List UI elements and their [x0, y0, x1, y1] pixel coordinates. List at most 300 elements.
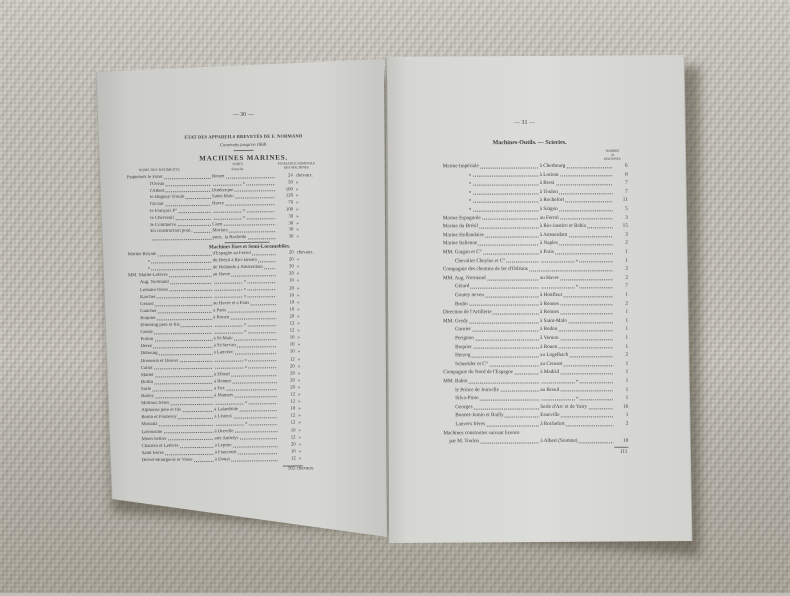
place-cell	[540, 189, 614, 196]
place-cell	[540, 438, 614, 445]
row-name: Karcher	[140, 294, 156, 300]
dot-leader	[566, 425, 614, 427]
row-name: »	[468, 188, 472, 195]
row-port: à Douai	[214, 457, 230, 463]
dot-leader	[469, 304, 539, 306]
total-count: 111	[619, 448, 628, 455]
power-unit: »	[297, 314, 300, 320]
dot-leader	[560, 339, 614, 341]
row-name: Barley	[141, 393, 154, 400]
row-place: »	[575, 377, 579, 384]
machine-count: 1	[625, 257, 628, 264]
machine-count: 8	[625, 171, 628, 178]
row-name: Gaucher	[140, 308, 157, 314]
place-cell	[540, 214, 614, 221]
table-row	[443, 292, 628, 299]
dot-leader	[469, 322, 539, 324]
power-unit: »	[296, 207, 299, 213]
dot-leader	[514, 373, 539, 375]
name-cell	[443, 292, 540, 299]
row-port: »	[244, 329, 247, 335]
row-port: »	[242, 207, 246, 214]
power-value: 30	[288, 221, 294, 227]
row-place: à Naples	[539, 240, 558, 247]
row-port: à Lepino	[214, 442, 232, 449]
row-port: au Havre	[212, 272, 231, 278]
table-row	[443, 395, 628, 402]
dot-leader	[473, 347, 539, 349]
row-port: à St-Malo	[213, 336, 233, 342]
row-port: à Lalanthide	[214, 407, 239, 413]
row-port: à Rouen	[213, 315, 230, 321]
power-value: 10	[289, 335, 295, 341]
machine-count: 1	[625, 308, 629, 315]
power-value: 20	[289, 285, 295, 292]
machine-count: 1	[625, 412, 629, 419]
row-port: »	[243, 293, 247, 299]
name-cell	[443, 266, 614, 273]
row-name: Marine Royale	[127, 251, 157, 258]
dot-leader	[560, 175, 613, 177]
column-header-power-line: PUISSANCE NOMINALE	[277, 160, 316, 166]
name-cell	[443, 206, 540, 213]
dot-leader	[472, 201, 538, 203]
dot-leader	[487, 279, 539, 281]
dot-leader	[560, 304, 613, 306]
row-name: Gosde	[140, 330, 153, 336]
column-header-port-line: PORTS	[232, 162, 243, 167]
table-row	[443, 412, 628, 419]
row-port: à Paris	[213, 307, 227, 314]
row-name: Monaliz	[141, 422, 158, 428]
row-place: à Rochefort	[539, 197, 565, 204]
row-name: Dosseron et Désoer	[140, 358, 179, 364]
dot-leader	[579, 261, 613, 263]
table-row	[443, 223, 628, 230]
row-name: Boquier	[455, 343, 472, 350]
dot-leader	[470, 287, 539, 289]
column-header-count-line: MACHINES.	[603, 156, 622, 161]
row-name: l'Albert	[149, 188, 165, 194]
dot-leader	[579, 442, 614, 444]
power-unit: »	[298, 427, 301, 433]
row-place: à Rennes	[540, 309, 559, 316]
dot-leader	[483, 253, 539, 255]
power-value: 10	[289, 300, 295, 306]
row-name: Bodin	[455, 300, 468, 307]
power-value: 30	[288, 234, 294, 240]
power-unit: »	[296, 214, 299, 220]
name-cell	[443, 240, 540, 247]
row-place: à Redon	[540, 326, 558, 333]
power-value: 12	[289, 321, 295, 327]
row-port: Rouen	[211, 174, 225, 180]
row-name: Direction de l'Artillerie	[443, 309, 492, 316]
power-unit: »	[298, 406, 301, 412]
power-unit: »	[298, 392, 301, 398]
row-name: Aug. Normand	[139, 280, 169, 286]
place-cell	[540, 163, 614, 170]
power-value: 12	[290, 456, 296, 462]
machine-count: 2	[625, 265, 628, 272]
power-unit: »	[296, 257, 300, 263]
table-row	[443, 171, 628, 178]
place-cell	[540, 326, 614, 333]
dot-leader	[485, 236, 539, 238]
dot-leader	[480, 442, 539, 444]
page-subtitle: Construits jusqu'en 1868.	[219, 141, 268, 147]
row-port: »	[245, 421, 248, 427]
dot-leader	[480, 399, 540, 401]
power-unit: »	[297, 307, 300, 313]
dot-leader	[475, 339, 539, 341]
power-unit: »	[296, 271, 300, 277]
power-unit: »	[297, 328, 300, 334]
row-place: à Lorient	[539, 171, 559, 178]
machine-count: 7	[625, 179, 628, 186]
dot-leader	[555, 253, 613, 255]
row-name: Marine Hollandaise	[442, 231, 484, 239]
row-name: Boquier	[140, 315, 156, 321]
place-cell	[540, 171, 614, 178]
table-row	[443, 361, 628, 368]
power-value: 30	[288, 227, 294, 233]
row-name: le Duguay-Trouin	[150, 195, 185, 201]
table-row	[443, 249, 628, 256]
machine-count: 1	[625, 334, 629, 341]
dot-leader	[564, 364, 614, 366]
name-cell	[443, 318, 540, 325]
place-cell	[540, 361, 614, 368]
row-name: MM. Gesdy	[443, 317, 469, 325]
machine-count: 2	[625, 300, 629, 307]
power-value: 70	[288, 200, 294, 206]
dot-leader	[558, 347, 613, 349]
row-name: Silva-Pinto	[455, 395, 479, 402]
row-name: MM. Aug. Normand	[442, 274, 486, 282]
machine-count: 10	[623, 437, 629, 444]
dot-leader	[489, 365, 539, 367]
row-name: Garnier	[455, 326, 471, 333]
power-unit: »	[296, 278, 300, 284]
machine-count: 1	[625, 386, 629, 393]
name-cell	[443, 335, 540, 342]
row-name: Gérard	[140, 301, 154, 307]
dot-leader	[560, 218, 613, 220]
row-place: à Rio-Janeiro et Bahia	[539, 223, 587, 230]
machine-count: 15	[622, 222, 628, 229]
row-name: l'Océan	[149, 181, 165, 187]
column-header-count-line: de	[611, 152, 615, 157]
dot-leader	[468, 382, 539, 384]
row-name: Elmering père et fils	[140, 322, 180, 329]
dot-leader	[565, 201, 613, 203]
row-port: »	[243, 214, 246, 220]
row-place: au Breuil	[540, 386, 560, 393]
machine-count: 2	[625, 274, 628, 281]
row-name: Marine du Brésil	[442, 223, 478, 230]
row-place: Esneville	[540, 412, 560, 419]
place-cell	[540, 335, 614, 342]
row-place: à Rochefort	[540, 420, 565, 427]
power-value: 24	[287, 173, 293, 179]
row-name: En construction pour..	[150, 228, 193, 235]
column-header-port-line: d'attache.	[231, 166, 245, 171]
table-row	[443, 240, 628, 247]
power-value: 100	[285, 207, 294, 213]
place-cell	[540, 275, 614, 282]
table-row	[443, 352, 628, 359]
power-unit: »	[296, 221, 299, 227]
row-name: Georges	[455, 403, 473, 411]
row-place: »	[575, 257, 579, 264]
row-place: »	[575, 395, 579, 402]
row-name: Larrousine	[141, 429, 163, 435]
place-cell	[540, 318, 614, 325]
name-cell	[443, 438, 540, 445]
power-value: 12	[290, 420, 296, 426]
power-unit: »	[298, 413, 301, 419]
name-cell	[443, 189, 540, 196]
dot-leader	[485, 296, 539, 298]
dot-leader	[561, 416, 614, 418]
machine-count: 3	[625, 231, 628, 238]
table-row	[443, 378, 628, 385]
power-value: 20	[289, 364, 295, 370]
place-cell	[540, 421, 614, 428]
dot-leader	[486, 425, 539, 427]
power-unit: chevaux.	[295, 173, 314, 179]
dot-leader	[559, 244, 613, 246]
row-port: »	[244, 364, 248, 370]
row-name: Chauvin et Lefèvre	[141, 443, 179, 449]
dot-leader	[472, 175, 538, 177]
row-place: à Rennes	[540, 300, 559, 307]
row-port: à Fiancourt	[214, 449, 237, 456]
row-port: à Mamers	[214, 393, 234, 399]
row-name: l'Éclair	[150, 202, 164, 208]
row-place: à Paris	[539, 248, 554, 255]
table-row	[443, 369, 628, 376]
row-name: Alphonse père et fils	[141, 407, 182, 414]
row-name: »	[147, 259, 151, 265]
machine-count: 1	[625, 377, 629, 384]
dot-leader	[529, 270, 613, 272]
dot-leader	[566, 167, 612, 169]
row-port: au Havre et à Paris	[213, 300, 250, 307]
row-name: Lanvers frères	[455, 421, 486, 428]
row-port: à Rennes	[213, 378, 232, 385]
power-unit: »	[296, 264, 300, 270]
name-cell	[443, 412, 540, 419]
row-name: Gérard	[454, 283, 470, 290]
table-row	[443, 335, 628, 342]
row-place: à Toulon	[539, 188, 558, 195]
name-cell	[443, 429, 628, 436]
row-name: Machines construites suivant licence	[443, 429, 520, 436]
machine-count: 2	[625, 420, 629, 427]
table-row	[443, 386, 628, 393]
dot-leader	[506, 261, 539, 263]
place-cell	[540, 240, 614, 247]
row-port: à Elbeuf	[213, 371, 231, 378]
row-port: »	[242, 180, 246, 186]
power-value: 10	[289, 307, 295, 313]
section-heading-marine: MACHINES MARINES.	[199, 153, 288, 162]
table-row	[443, 404, 628, 411]
place-cell	[540, 197, 614, 204]
place-cell	[540, 292, 614, 299]
power-value: 10	[290, 406, 296, 412]
power-value: 20	[288, 250, 294, 256]
place-cell	[540, 257, 614, 264]
page-number: — 31 —	[514, 119, 536, 127]
name-cell	[443, 387, 540, 394]
dot-leader	[563, 296, 613, 298]
table-row	[443, 421, 628, 428]
dot-leader	[580, 382, 614, 384]
row-name: Potron	[140, 337, 154, 343]
power-unit: »	[297, 371, 301, 377]
dot-leader	[482, 218, 539, 220]
name-cell	[443, 369, 540, 376]
row-place: à Rouen	[540, 343, 558, 350]
row-port: à Fox	[214, 386, 225, 392]
row-name: »	[468, 197, 472, 204]
dot-leader	[478, 244, 539, 246]
power-unit: »	[297, 335, 300, 341]
row-port: à Lisieux	[214, 414, 233, 420]
machine-count: 1	[625, 369, 629, 376]
dot-leader	[555, 184, 612, 186]
power-unit: chevaux.	[296, 250, 314, 256]
row-name: par M. Toulon	[449, 438, 480, 445]
table-row	[443, 275, 628, 282]
power-value: 10	[290, 427, 296, 434]
power-value: 10	[290, 449, 296, 455]
table-row	[443, 300, 628, 307]
dot-leader	[569, 356, 613, 358]
place-cell	[540, 395, 614, 402]
place-cell	[540, 283, 614, 290]
name-cell	[443, 249, 540, 256]
row-name: »	[468, 180, 472, 187]
row-name: Compagnie des chemins de fer d'Orléans	[442, 266, 528, 273]
name-cell	[443, 378, 540, 385]
name-cell	[443, 361, 540, 368]
row-port: Havre	[212, 201, 224, 207]
power-value: 12	[290, 413, 296, 419]
power-unit: »	[297, 356, 301, 362]
row-name: Lemaire frères	[139, 287, 169, 293]
name-cell	[443, 395, 540, 402]
row-name: Saint frères	[141, 450, 164, 456]
page-number: — 30 —	[232, 111, 254, 119]
power-value: 20	[289, 314, 295, 320]
row-port: à Dreville	[214, 428, 234, 434]
power-value: 12	[290, 399, 296, 405]
power-unit: »	[297, 349, 301, 355]
power-value: 20	[290, 371, 295, 377]
place-cell	[540, 223, 614, 230]
name-cell	[443, 283, 540, 290]
table-row	[443, 180, 628, 187]
row-port: de Hollande à Amsterdam	[212, 265, 263, 271]
machine-count: 1	[625, 394, 629, 401]
power-unit: »	[297, 378, 301, 384]
place-cell	[540, 352, 614, 359]
row-place: à Brest	[539, 180, 555, 187]
row-name: MM. Mallié-Lefèvre	[127, 273, 168, 279]
dot-leader	[568, 235, 612, 237]
power-unit: »	[298, 420, 301, 426]
place-cell	[540, 232, 614, 239]
row-name: Sollé	[141, 386, 151, 392]
total-power: 565 chevaux.	[287, 466, 315, 472]
dot-leader	[559, 210, 613, 212]
row-name: Schneider et C°	[455, 360, 488, 368]
table-row	[443, 326, 628, 333]
place-cell	[540, 180, 614, 187]
power-value: 20	[290, 385, 296, 391]
place-cell	[540, 343, 614, 350]
table-row	[443, 189, 628, 196]
dot-leader	[560, 390, 613, 392]
power-unit: »	[296, 200, 299, 206]
power-unit: »	[298, 449, 302, 455]
name-cell	[443, 352, 540, 359]
page-title: ETAT DES APPAREILS BREVETÉS DE F. NORMAND	[184, 133, 303, 140]
row-port: pour.. la Rochelle	[212, 235, 247, 241]
place-cell	[540, 249, 614, 256]
place-cell	[540, 369, 614, 376]
column-header-power-line: DES MACHINES.	[283, 165, 310, 170]
power-unit: »	[295, 180, 299, 186]
table-row	[443, 232, 628, 239]
row-place: à Cherbourg	[539, 162, 566, 169]
row-place: »	[575, 283, 579, 290]
power-value: 120	[285, 193, 294, 199]
machine-count: 3	[625, 214, 628, 221]
power-value: 30	[288, 214, 294, 220]
row-name: Callot	[140, 365, 153, 371]
power-value: 10	[289, 342, 295, 348]
row-port: »	[244, 357, 247, 363]
row-name: Marine Espagnole	[442, 214, 481, 221]
row-name: Derez	[140, 344, 153, 350]
table-row	[443, 197, 628, 204]
power-value: 20	[289, 271, 294, 277]
dot-leader	[579, 287, 613, 289]
place-cell	[540, 412, 614, 419]
table-row	[443, 214, 628, 221]
power-value: 12	[289, 356, 295, 363]
dot-leader	[587, 227, 613, 229]
row-place: Serle d'Arc et de Vatry	[540, 403, 588, 410]
row-place: à Saint-Malo	[540, 317, 568, 324]
table-row	[443, 343, 628, 350]
row-name: Compagnie du Nord de l'Espagne	[443, 369, 514, 376]
dot-leader	[559, 192, 613, 194]
row-place: au Havre	[539, 274, 559, 281]
row-name: »	[468, 206, 472, 213]
name-cell	[443, 223, 540, 230]
row-name: Bonnet-Jumin et Bailly	[455, 412, 504, 419]
power-unit: »	[298, 442, 302, 448]
dot-leader	[560, 373, 613, 375]
row-port: à St-Servan	[213, 343, 236, 349]
row-name: »	[147, 266, 151, 272]
